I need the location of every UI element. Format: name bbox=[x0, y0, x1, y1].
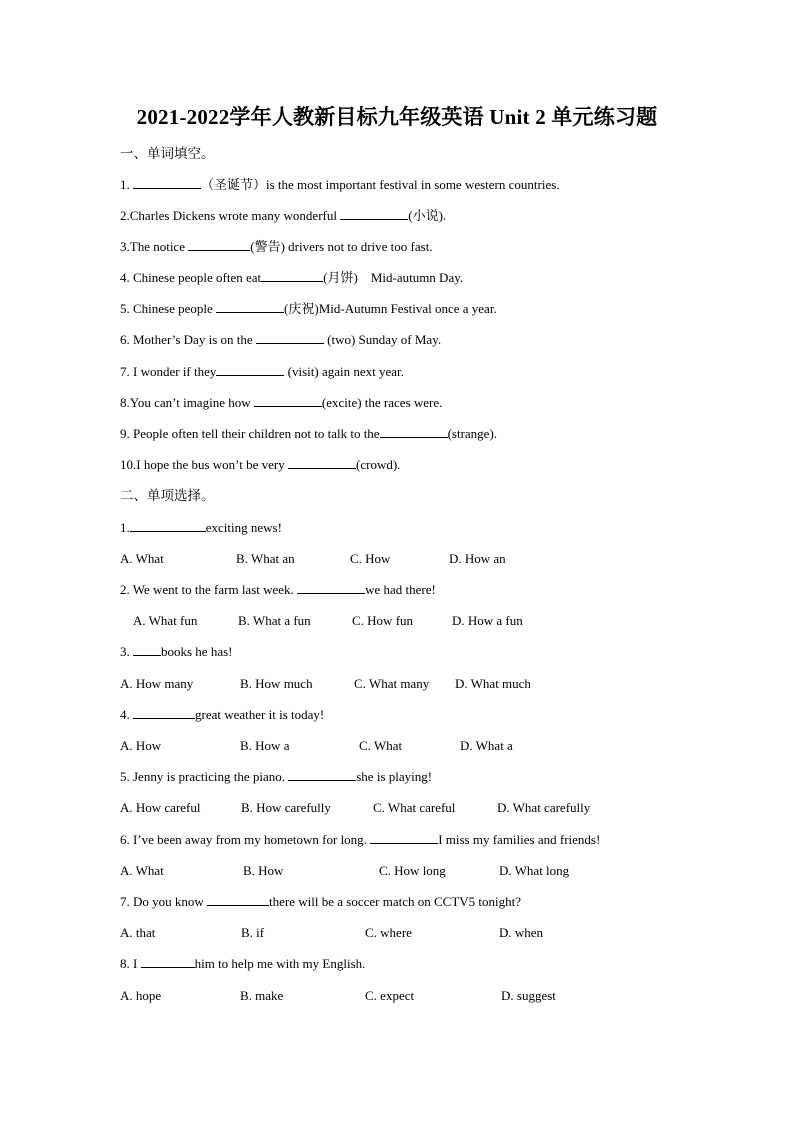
section-heading-vocabulary: 一、单词填空。 bbox=[120, 146, 215, 161]
section-heading-multiple-choice: 二、单项选择。 bbox=[120, 488, 215, 503]
answer-blank[interactable] bbox=[130, 519, 206, 532]
option-b[interactable]: B. How carefully bbox=[241, 800, 331, 815]
question-stem: 5. Jenny is practicing the piano. she is playing! bbox=[120, 769, 433, 784]
option-d[interactable]: D. How an bbox=[449, 551, 506, 566]
fill-blank-item: 5. Chinese people (庆祝)Mid-Autumn Festival once a year. bbox=[120, 301, 497, 316]
question-stem: 4. great weather it is today! bbox=[120, 707, 325, 722]
option-b[interactable]: B. How bbox=[243, 863, 284, 878]
option-a[interactable]: A. that bbox=[120, 925, 156, 940]
answer-blank[interactable] bbox=[370, 831, 438, 844]
option-b[interactable]: B. How much bbox=[240, 676, 313, 691]
fill-blank-item: 9. People often tell their children not to talk to the (strange). bbox=[120, 426, 498, 441]
option-c[interactable]: C. How fun bbox=[352, 613, 414, 628]
option-d[interactable]: D. What carefully bbox=[497, 800, 591, 815]
answer-blank[interactable] bbox=[254, 394, 322, 407]
fill-blank-item: 4. Chinese people often eat (月饼) Mid-autumn Day. bbox=[120, 270, 464, 285]
option-a[interactable]: A. What bbox=[120, 863, 164, 878]
option-b[interactable]: B. if bbox=[241, 925, 265, 940]
answer-blank[interactable] bbox=[133, 176, 201, 189]
question-stem: 3. books he has! bbox=[120, 644, 233, 659]
answer-blank[interactable] bbox=[380, 425, 448, 438]
answer-blank[interactable] bbox=[297, 581, 365, 594]
question-stem: 6. I’ve been away from my hometown for long. I miss my families and friends! bbox=[120, 832, 601, 847]
fill-blank-item: 1. （圣诞节）is the most important festival in some western countries. bbox=[120, 177, 560, 192]
option-c[interactable]: C. What careful bbox=[373, 800, 456, 815]
fill-blank-item: 8.You can’t imagine how (excite) the races were. bbox=[120, 395, 443, 410]
option-d[interactable]: D. What a bbox=[460, 738, 513, 753]
answer-blank[interactable] bbox=[256, 331, 324, 344]
fill-blank-item: 7. I wonder if they (visit) again next year. bbox=[120, 364, 404, 379]
option-b[interactable]: B. make bbox=[240, 988, 284, 1003]
option-a[interactable]: A. How bbox=[120, 738, 162, 753]
option-d[interactable]: D. when bbox=[499, 925, 544, 940]
option-c[interactable]: C. How long bbox=[379, 863, 446, 878]
option-c[interactable]: C. What many bbox=[354, 676, 430, 691]
question-stem: 7. Do you know there will be a soccer match on CCTV5 tonight? bbox=[120, 894, 522, 909]
option-c[interactable]: C. expect bbox=[365, 988, 415, 1003]
option-a[interactable]: A. hope bbox=[120, 988, 162, 1003]
option-b[interactable]: B. How a bbox=[240, 738, 290, 753]
fill-blank-item: 6. Mother’s Day is on the (two) Sunday of May. bbox=[120, 332, 442, 347]
option-a[interactable]: A. What bbox=[120, 551, 164, 566]
question-stem: 2. We went to the farm last week. we had there! bbox=[120, 582, 436, 597]
answer-blank[interactable] bbox=[340, 207, 408, 220]
answer-blank[interactable] bbox=[288, 456, 356, 469]
option-d[interactable]: D. How a fun bbox=[452, 613, 523, 628]
page-title: 2021-2022学年人教新目标九年级英语 Unit 2 单元练习题 bbox=[136, 105, 658, 129]
option-a[interactable]: A. How many bbox=[120, 676, 194, 691]
option-d[interactable]: D. suggest bbox=[501, 988, 556, 1003]
answer-blank[interactable] bbox=[261, 269, 323, 282]
option-d[interactable]: D. What much bbox=[455, 676, 531, 691]
answer-blank[interactable] bbox=[207, 893, 269, 906]
option-c[interactable]: C. How bbox=[350, 551, 391, 566]
answer-blank[interactable] bbox=[216, 300, 284, 313]
fill-blank-item: 2.Charles Dickens wrote many wonderful (小说). bbox=[120, 208, 447, 223]
fill-blank-item: 10.I hope the bus won’t be very (crowd). bbox=[120, 457, 401, 472]
option-c[interactable]: C. What bbox=[359, 738, 403, 753]
question-stem: 8. I him to help me with my English. bbox=[120, 956, 366, 971]
option-c[interactable]: C. where bbox=[365, 925, 412, 940]
fill-blank-item: 3.The notice (警告) drivers not to drive too fast. bbox=[120, 239, 433, 254]
question-stem: 1. exciting news! bbox=[120, 520, 282, 535]
option-a[interactable]: A. What fun bbox=[133, 613, 198, 628]
answer-blank[interactable] bbox=[216, 363, 284, 376]
answer-blank[interactable] bbox=[141, 955, 195, 968]
answer-blank[interactable] bbox=[133, 706, 195, 719]
answer-blank[interactable] bbox=[133, 643, 161, 656]
option-b[interactable]: B. What a fun bbox=[238, 613, 311, 628]
answer-blank[interactable] bbox=[188, 238, 250, 251]
option-a[interactable]: A. How careful bbox=[120, 800, 201, 815]
option-d[interactable]: D. What long bbox=[499, 863, 570, 878]
option-b[interactable]: B. What an bbox=[236, 551, 295, 566]
answer-blank[interactable] bbox=[288, 768, 356, 781]
